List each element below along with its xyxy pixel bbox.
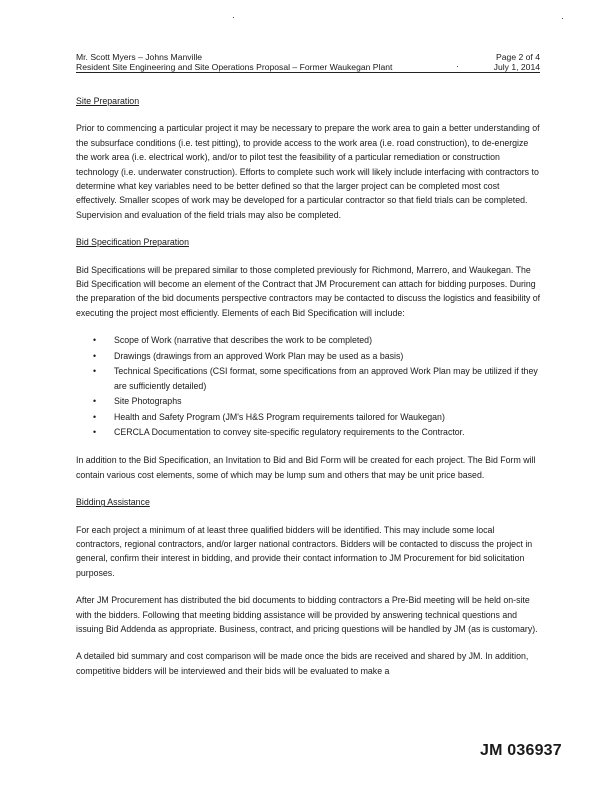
bullet-glyph: • — [93, 350, 97, 361]
paragraph-bid-specification: Bid Specifications will be prepared similar to those completed previously for Richmond, Marrero, and Waukegan. The Bid Specification will become an element of the Contract that JM Procurement can attach for bidding purposes. During the preparation of the bid documents perspective contractors may be contacted to discuss the logistics and feasibility of executing the project most efficiently. Elements of each Bid Specification will include: — [76, 264, 541, 318]
list-item: • CERCLA Documentation to convey site-specific regulatory requirements to the Contractor. — [114, 425, 542, 440]
list-item: • Scope of Work (narrative that describes the work to be completed) — [114, 333, 542, 348]
paragraph-bidders: For each project a minimum of at least three qualified bidders will be identified. This may include some local contractors, regional contractors, and/or larger national contractors. Bidders will be contacted to discuss the project in general, confirm their interest in bidding, and provide their contact information to JM Procurement for bid solicitation purposes. — [76, 524, 533, 578]
bullet-glyph: • — [93, 411, 97, 422]
paragraph-pre-bid: After JM Procurement has distributed the bid documents to bidding contractors a Pre-Bid meeting will be held on-site with the bidders. Following that meeting bidding assistance will be provided by answering technical questions and issuing Bid Addenda as appropriate. Business, contract, and pricing questions will be handled by JM (as is customary). — [76, 595, 538, 635]
bullet-glyph: • — [93, 396, 97, 407]
list-item: • Drawings (drawings from an approved Work Plan may be used as a basis) — [114, 349, 542, 364]
header-page-number: Page 2 of 4 — [496, 52, 540, 62]
bullet-glyph: • — [93, 335, 97, 346]
paragraph-invitation-to-bid: In addition to the Bid Specification, an Invitation to Bid and Bid Form will be created for each project. The Bid Form will contain various cost elements, some of which may be lump sum and others that may be unit price based. — [76, 455, 536, 480]
header-date: July 1, 2014 — [493, 62, 540, 72]
header-rule — [76, 72, 540, 73]
heading-bid-specification: Bid Specification Preparation — [76, 237, 189, 248]
document-body — [76, 94, 542, 691]
heading-site-preparation: Site Preparation — [76, 96, 140, 106]
paragraph-site-preparation: Prior to commencing a particular project it may be necessary to prepare the work area to gain a better understanding of the subsurface conditions (i.e. test pitting), to provide access to the work area (i.e. road construction), to de-energize the work area (i.e. electrical work), and/or to pilot test the feasibility of a particular remediation or construction technology (i.e. underwater construction). Efforts to complete such work will likely include interfacing with contractors to determine what key variables need to be better defined so that the larger project can be completed most cost effectively. Smaller scopes of work may be developed for a particular contractor so that field trials can be completed. Supervision and evaluation of the field trials may also be completed. — [76, 123, 540, 220]
list-item: • Site Photographs — [114, 394, 542, 409]
scan-speck — [233, 17, 234, 18]
list-item: • Technical Specifications (CSI format, some specifications from an approved Work Plan may be utilized if they are sufficiently detailed) — [93, 365, 538, 392]
bates-number: JM 036937 — [480, 742, 562, 759]
paragraph-bid-summary: A detailed bid summary and cost comparison will be made once the bids are received and shared by JM. In addition, competitive bidders will be interviewed and their bids will be evaluated to make a — [76, 651, 529, 676]
bid-elements-list — [76, 333, 542, 440]
list-item: • Health and Safety Program (JM's H&S Program requirements tailored for Waukegan) — [114, 410, 542, 425]
scan-speck — [562, 18, 563, 19]
heading-bidding-assistance: Bidding Assistance — [76, 497, 150, 508]
header-subject: Resident Site Engineering and Site Operations Proposal – Former Waukegan Plant — [76, 62, 393, 72]
bullet-glyph: • — [93, 365, 97, 376]
header-recipient: Mr. Scott Myers – Johns Manville — [76, 52, 203, 62]
bullet-glyph: • — [93, 427, 97, 438]
scan-speck — [457, 66, 458, 67]
